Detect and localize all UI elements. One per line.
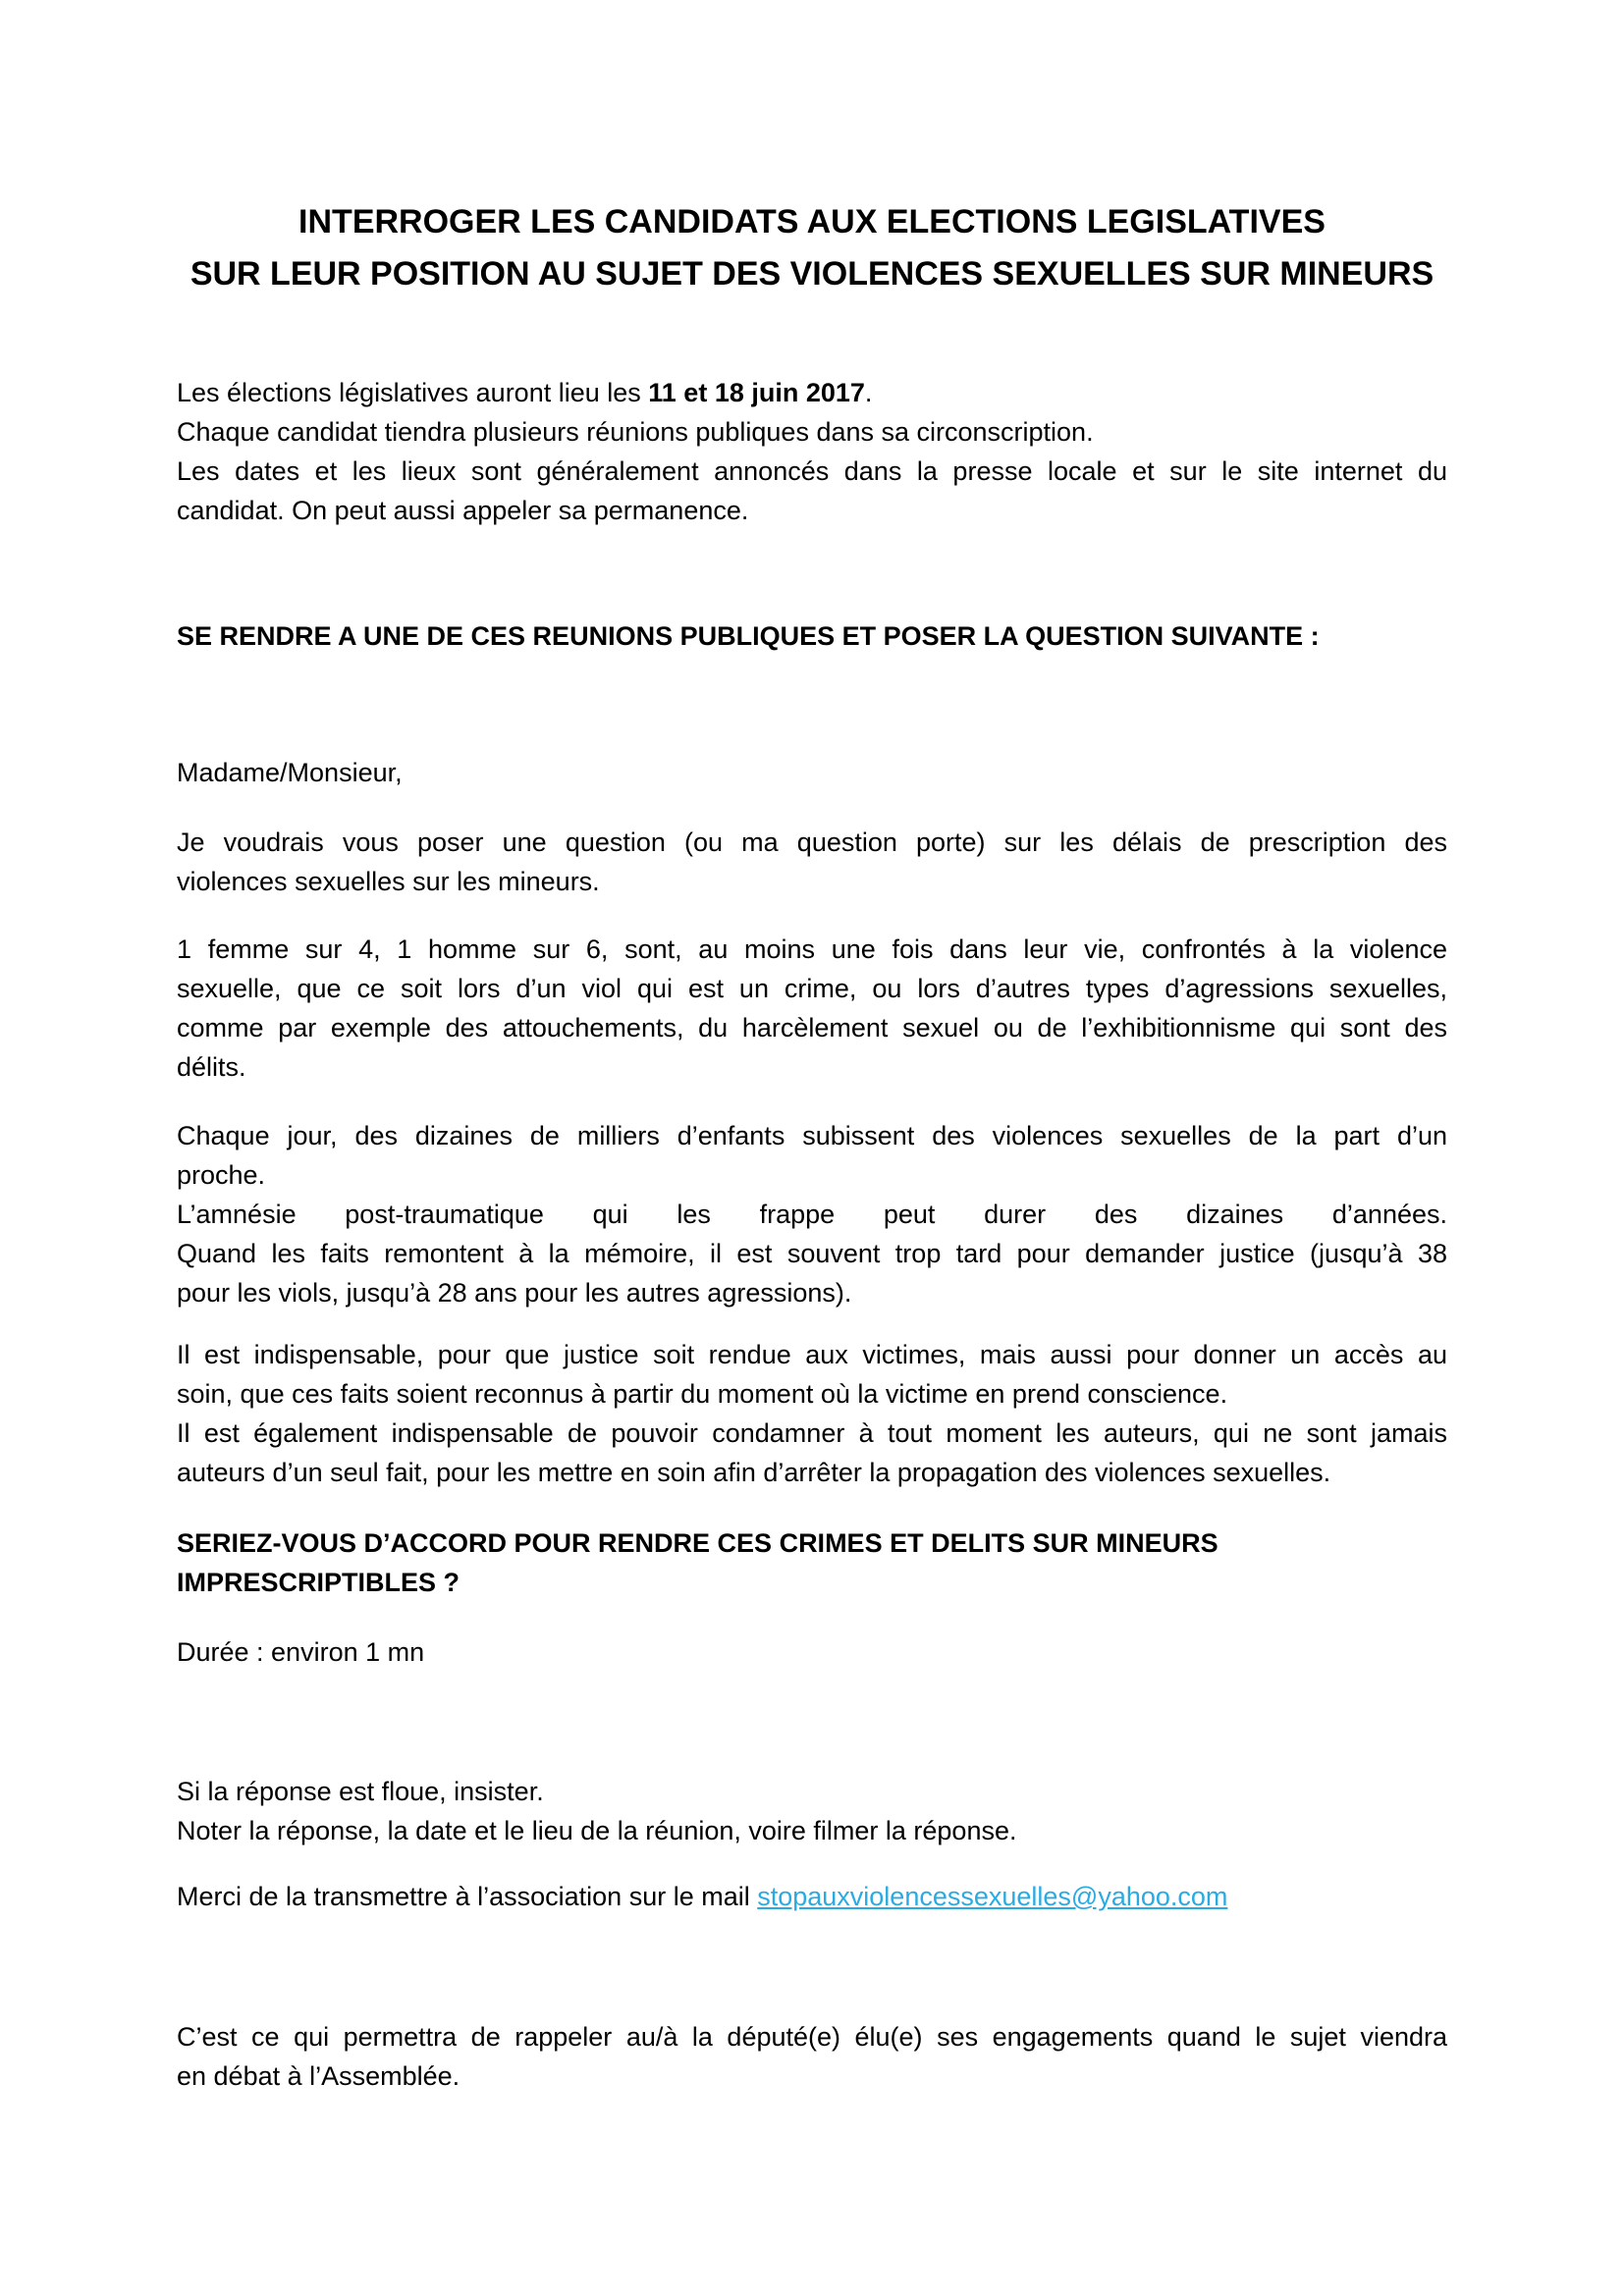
daily-line-5: pour les viols, jusqu’à 28 ans pour les autres agressions).: [177, 1278, 852, 1308]
closing-line-2: en débat à l’Assemblée.: [177, 2061, 460, 2091]
followup-line-1: Si la réponse est floue, insister.: [177, 1777, 544, 1806]
duration-note: Durée : environ 1 mn: [177, 1637, 425, 1667]
heading-imprescriptible-question: SERIEZ-VOUS D’ACCORD POUR RENDRE CES CRIMES ET DELITS SUR MINEURS IMPRESCRIPTIBLES ?: [177, 1528, 1218, 1597]
daily-line-3: L’amnésie post-traumatique qui les frappe peut durer des dizaines d’années.: [177, 1200, 1447, 1229]
paragraph-statistics: [177, 930, 1447, 1087]
paragraph-transmit: [177, 1877, 1447, 1916]
paragraph-indispensable: [177, 1335, 1447, 1492]
transmit-text: Merci de la transmettre à l’association sur le mail: [177, 1882, 758, 1911]
salutation: Madame/Monsieur,: [177, 758, 403, 787]
indispensable-line-2: soin, que ces faits soient reconnus à partir du moment où la victime en prend conscience.: [177, 1379, 1228, 1409]
intro-line-1-text: Les élections législatives auront lieu les: [177, 378, 649, 407]
document-title: [177, 196, 1447, 300]
followup-line-2: Noter la réponse, la date et le lieu de la réunion, voire filmer la réponse.: [177, 1816, 1017, 1845]
paragraph-closing: [177, 2017, 1447, 2096]
intro-line-1: [177, 373, 1447, 412]
paragraph-intro: [177, 373, 1447, 530]
intro-line-3: Les dates et les lieux sont généralement annoncés dans la presse locale et sur le site internet du: [177, 456, 1447, 486]
closing-line-1: C’est ce qui permettra de rappeler au/à la député(e) élu(e) ses engagements quand le sujet viendra: [177, 2022, 1447, 2052]
daily-line-1: Chaque jour, des dizaines de milliers d’enfants subissent des violences sexuelles de la part d’un: [177, 1121, 1447, 1150]
intro-line-4: candidat. On peut aussi appeler sa permanence.: [177, 496, 749, 525]
statistics-line-3: comme par exemple des attouchements, du harcèlement sexuel ou de l’exhibitionnisme qui sont des: [177, 1013, 1447, 1042]
document-content: [177, 196, 1447, 2096]
intro-line-1-bold-date: 11 et 18 juin 2017: [648, 378, 865, 407]
title-line-2: SUR LEUR POSITION AU SUJET DES VIOLENCES SEXUELLES SUR MINEURS: [189, 255, 1435, 293]
statistics-line-2: sexuelle, que ce soit lors d’un viol qui est un crime, ou lors d’autres types d’agressions sexuelles,: [177, 974, 1447, 1003]
indispensable-line-3: Il est également indispensable de pouvoir condamner à tout moment les auteurs, qui ne sont jamais: [177, 1418, 1447, 1448]
statistics-line-4: délits.: [177, 1052, 246, 1082]
question-intro-line-1: Je voudrais vous poser une question (ou ma question porte) sur les délais de prescription des: [177, 828, 1447, 857]
email-link[interactable]: stopauxviolencessexuelles@yahoo.com: [757, 1882, 1228, 1911]
intro-line-2: Chaque candidat tiendra plusieurs réunions publiques dans sa circonscription.: [177, 417, 1094, 447]
daily-line-4: Quand les faits remontent à la mémoire, il est souvent trop tard pour demander justice (jusqu’à 38: [177, 1239, 1447, 1268]
paragraph-question-intro: [177, 823, 1447, 901]
heading-attend-meetings: SE RENDRE A UNE DE CES REUNIONS PUBLIQUES ET POSER LA QUESTION SUIVANTE :: [177, 621, 1320, 651]
indispensable-line-1: Il est indispensable, pour que justice soit rendue aux victimes, mais aussi pour donner un accès au: [177, 1340, 1447, 1369]
paragraph-followup: [177, 1772, 1447, 1850]
question-intro-line-2: violences sexuelles sur les mineurs.: [177, 867, 600, 896]
statistics-line-1: 1 femme sur 4, 1 homme sur 6, sont, au moins une fois dans leur vie, confrontés à la violence: [177, 934, 1447, 964]
daily-line-2: proche.: [177, 1160, 266, 1190]
paragraph-daily-violence: [177, 1116, 1447, 1312]
indispensable-line-4: auteurs d’un seul fait, pour les mettre en soin afin d’arrêter la propagation des violences sexuelles.: [177, 1458, 1331, 1487]
title-line-1: INTERROGER LES CANDIDATS AUX ELECTIONS LEGISLATIVES: [298, 203, 1326, 240]
intro-line-1-period: .: [864, 378, 873, 407]
